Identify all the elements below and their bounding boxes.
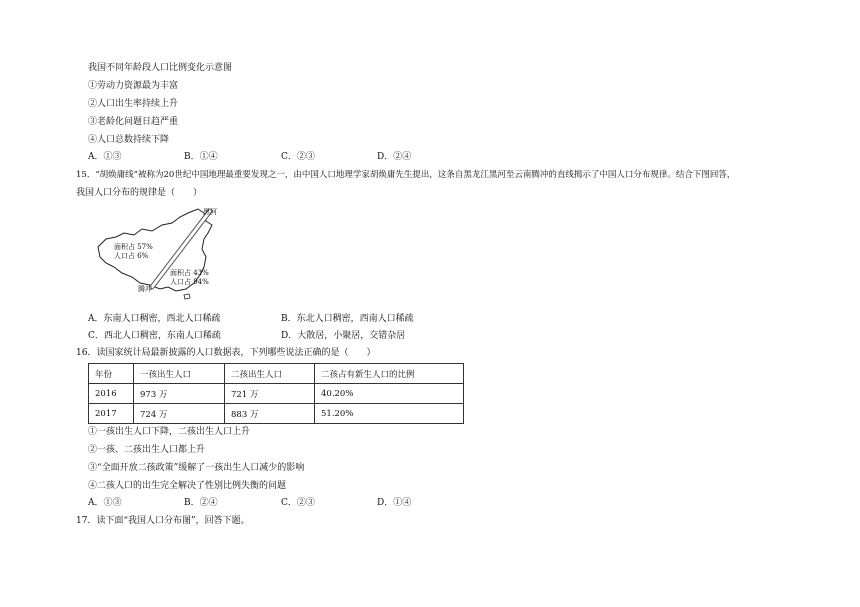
statement-2: ②人口出生率持续上升 xyxy=(88,99,179,109)
option-b: B．东北人口稠密，西南人口稀疏 xyxy=(281,314,414,324)
label-west-pop: 人口占 6% xyxy=(114,252,149,260)
q16-stem: 16．读国家统计局最新披露的人口数据表，下列哪些说法正确的是（ ） xyxy=(76,348,376,358)
label-east-area: 面积占 43% xyxy=(170,269,209,277)
option-c: C．②③ xyxy=(281,498,315,508)
label-west-area: 面积占 57% xyxy=(114,243,153,251)
hainan-island xyxy=(184,294,190,299)
china-population-map xyxy=(92,205,226,301)
table-cell: 2016 xyxy=(89,384,134,404)
option-a: A．东南人口稠密，西北人口稀疏 xyxy=(88,314,221,324)
table-header-cell: 年份 xyxy=(89,364,134,384)
statement-4: ④二孩人口的出生完全解决了性别比例失衡的问题 xyxy=(88,481,287,491)
table-row xyxy=(89,384,464,404)
option-b: B．①④ xyxy=(184,152,218,162)
table-cell: 2017 xyxy=(89,404,134,424)
table-row xyxy=(89,404,464,424)
table-header-cell: 二孩出生人口 xyxy=(225,364,315,384)
option-a: A．①③ xyxy=(88,498,122,508)
option-d: D．①④ xyxy=(377,498,412,508)
q15-stem-line2: 我国人口分布的规律是（ ） xyxy=(76,188,203,198)
label-east-pop: 人口占 94% xyxy=(170,278,209,286)
option-d: D．②④ xyxy=(377,152,412,162)
q15-stem-line1: 15．“胡焕庸线”被称为20世纪中国地理最重要发现之一，由中国人口地理学家胡焕庸先生提出，这条自黑龙江黑河至云南腾冲的直线揭示了中国人口分布规律。结合下图回答， xyxy=(76,170,736,180)
table-cell: 721 万 xyxy=(225,384,315,404)
table-cell: 883 万 xyxy=(225,404,315,424)
table-header-cell: 二孩占有新生人口的比例 xyxy=(315,364,464,384)
statement-1: ①一孩出生人口下降，二孩出生人口上升 xyxy=(88,427,251,437)
label-heihe: 黑河 xyxy=(203,208,217,216)
table-cell: 51.20% xyxy=(315,404,464,424)
option-c: C．②③ xyxy=(281,152,315,162)
label-tengchong: 腾冲 xyxy=(138,285,152,293)
table-header-row xyxy=(89,364,464,384)
option-a: A．①③ xyxy=(88,152,122,162)
option-b: B．②④ xyxy=(184,498,218,508)
option-d: D．大散居，小聚居，交错杂居 xyxy=(281,331,406,341)
table-header-cell: 一孩出生人口 xyxy=(134,364,225,384)
table-cell: 40.20% xyxy=(315,384,464,404)
table-cell: 724 万 xyxy=(134,404,225,424)
option-c: C．西北人口稠密，东南人口稀疏 xyxy=(88,331,221,341)
statement-1: ①劳动力资源最为丰富 xyxy=(88,81,179,91)
population-table xyxy=(88,363,464,424)
statement-3: ③老龄化问题日趋严重 xyxy=(88,117,179,127)
statement-4: ④人口总数持续下降 xyxy=(88,135,170,145)
table-cell: 973 万 xyxy=(134,384,225,404)
figure-caption: 我国不同年龄段人口比例变化示意图 xyxy=(88,63,233,73)
statement-2: ②一孩、二孩出生人口都上升 xyxy=(88,445,206,455)
q17-stem: 17．读下面“我国人口分布图”，回答下题。 xyxy=(76,516,250,526)
statement-3: ③“全面开放二孩政策”缓解了一孩出生人口减少的影响 xyxy=(88,463,305,473)
